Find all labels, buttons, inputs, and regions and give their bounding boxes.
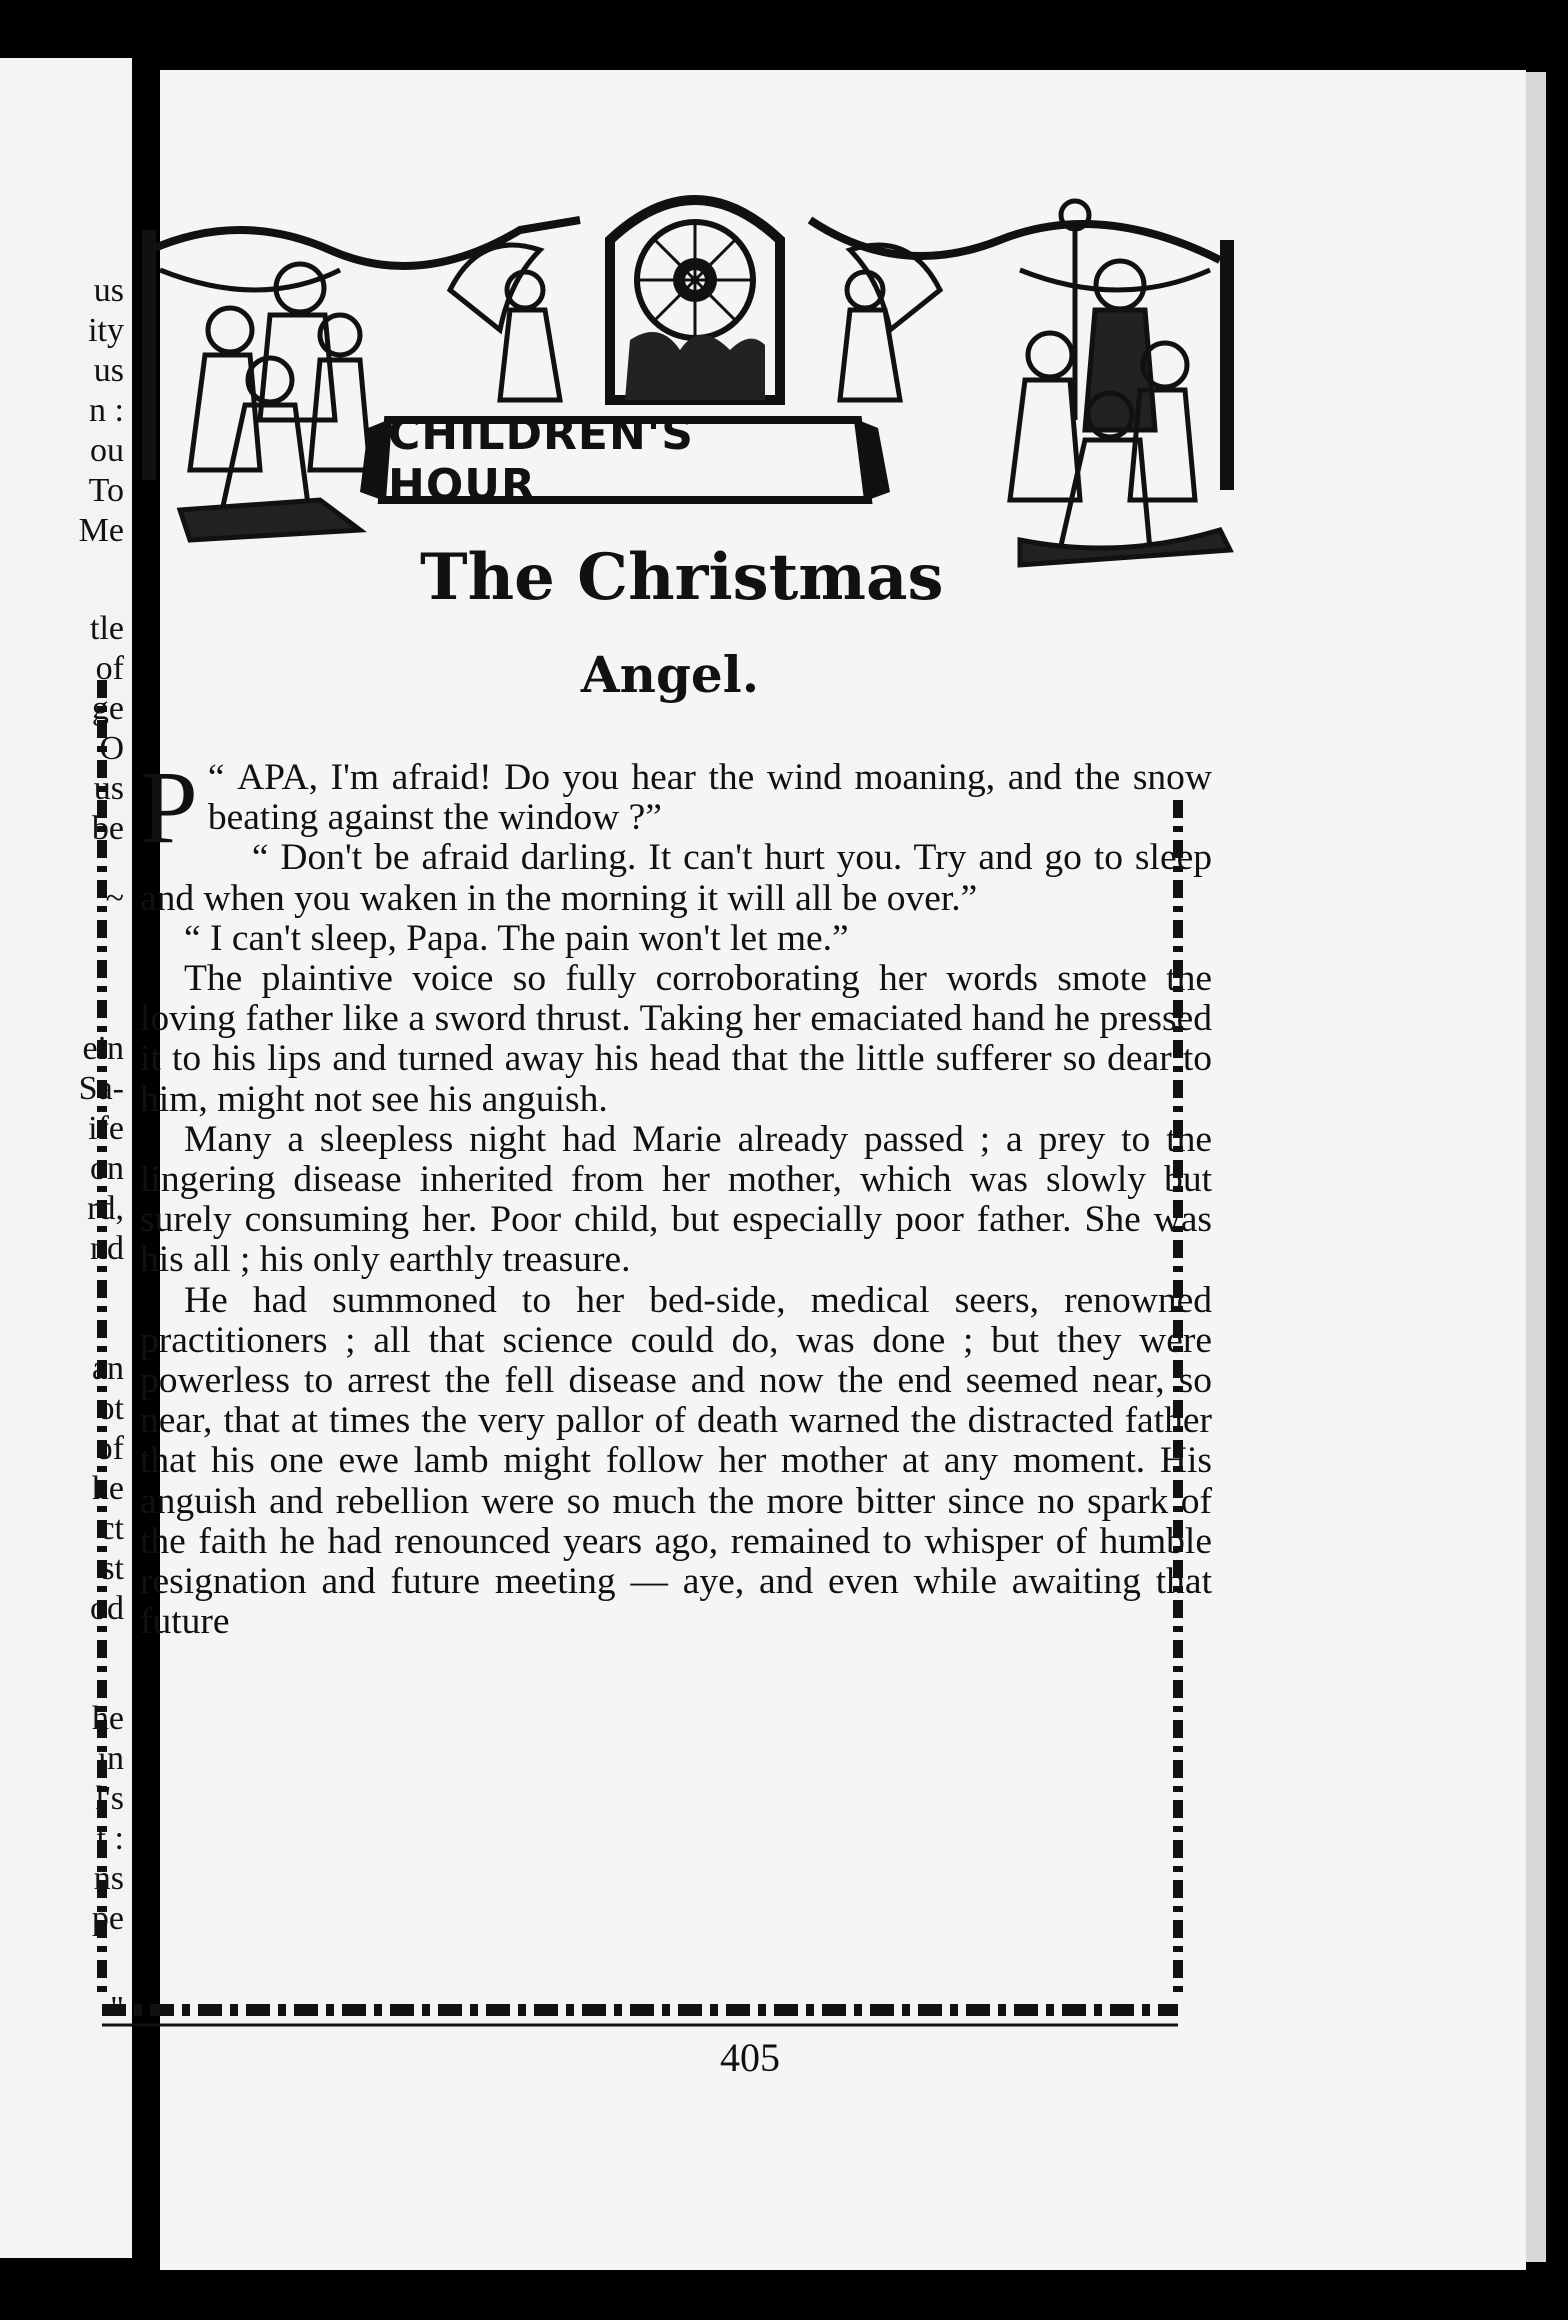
children-group-left (180, 264, 370, 540)
paragraph: The plaintive voice so fully corroborating her words smote the loving father like a sword thrust. Taking her emaciated hand he pressed it to his lips and turned away his head that the little sufferer so dear to him, might not see his anguish. (140, 958, 1212, 1120)
facing-page-fragment: Sa- (78, 1070, 124, 1107)
facing-page-fragment: pe (91, 1900, 124, 1937)
section-heading: CHILDREN'S HOUR (388, 409, 694, 511)
facing-page-fragment: t : (96, 1820, 124, 1857)
facing-page-fragment: l's (95, 1780, 124, 1817)
opening-word: APA, (237, 757, 319, 798)
facing-page-fragment: he (91, 1470, 124, 1507)
facing-page-fragment: an (91, 1350, 124, 1387)
facing-page-fragment: on (90, 1150, 124, 1187)
facing-page-fragment: st (101, 1550, 124, 1587)
story-title: The Christmas (420, 540, 944, 615)
facing-page-fragment: us (93, 770, 124, 807)
facing-page-fragment: ge (91, 690, 124, 727)
page-number: 405 (720, 2035, 780, 2080)
dropcap: P (140, 750, 198, 865)
facing-page-fragment: ~ (105, 880, 124, 917)
facing-page-fragment: ns (93, 1860, 124, 1897)
facing-page-fragment: rd, (87, 1190, 124, 1227)
story-body (140, 750, 1212, 2040)
facing-page-fragment: of (95, 1430, 124, 1467)
paragraph-text: I'm afraid! Do you hear the wind moaning, and the snow beating against the window ?” (207, 757, 1212, 839)
children-group-right (1010, 201, 1230, 565)
page-edge (1526, 72, 1546, 2262)
facing-page-fragment: tle (90, 610, 124, 647)
paragraph: Many a sleepless night had Marie already passed ; a prey to the lingering disease inherited from her mother, which was slowly but surely consuming her. Poor child, but especially poor father. She was his all ; his only earthly treasure. (140, 1118, 1212, 1281)
facing-page-fragment: Me (78, 512, 124, 549)
facing-page-fragment: in (97, 1740, 124, 1777)
angel-left (450, 245, 560, 400)
monstrance-shrine (610, 200, 780, 400)
angel-right (840, 245, 940, 400)
facing-page-fragment: of (95, 650, 124, 687)
facing-page-fragment: ot (97, 1390, 124, 1427)
facing-page-fragment: " (110, 1990, 124, 2027)
facing-page-fragment: od (90, 1590, 124, 1627)
facing-page-fragment: To (88, 472, 124, 509)
open-quote: “ (207, 757, 225, 798)
facing-page-fragment: he (91, 1700, 124, 1737)
facing-page-fragment: ife (88, 1110, 124, 1147)
facing-page-fragment: n : (89, 392, 124, 429)
facing-page-fragment: ou (90, 432, 124, 469)
facing-page-fragment: ct (99, 1510, 124, 1547)
story-title-line2: Angel. (580, 645, 760, 704)
facing-page-fragment: O (99, 730, 124, 767)
facing-page-fragment: us (93, 272, 124, 309)
facing-page-fragment: be (91, 810, 124, 847)
facing-page-fragment: us (93, 352, 124, 389)
paragraph: “ Don't be afraid darling. It can't hurt you. Try and go to sleep and when you waken in the morning it will all be over.” (140, 837, 1212, 919)
paragraph (140, 750, 1212, 865)
paragraph: “ I can't sleep, Papa. The pain won't let me.” (184, 917, 849, 959)
paragraph: He had summoned to her bed-side, medical seers, renowned practitioners ; all that science could do, was done ; but they were powerless to arrest the fell disease and now the end seemed near, so near, that at times the very pallor of death warned the distracted father that his one ewe lamb might follow her mother at any moment. His anguish and rebellion were so much the more bitter since no spark of the faith he had renounced years ago, remained to whisper of humble resignation and future meeting — aye, and even while awaiting that future (140, 1279, 1212, 1643)
facing-page-fragment: ein (82, 1030, 124, 1067)
facing-page-fragment: ity (88, 312, 124, 349)
facing-page-fragment: nd (90, 1230, 124, 1267)
